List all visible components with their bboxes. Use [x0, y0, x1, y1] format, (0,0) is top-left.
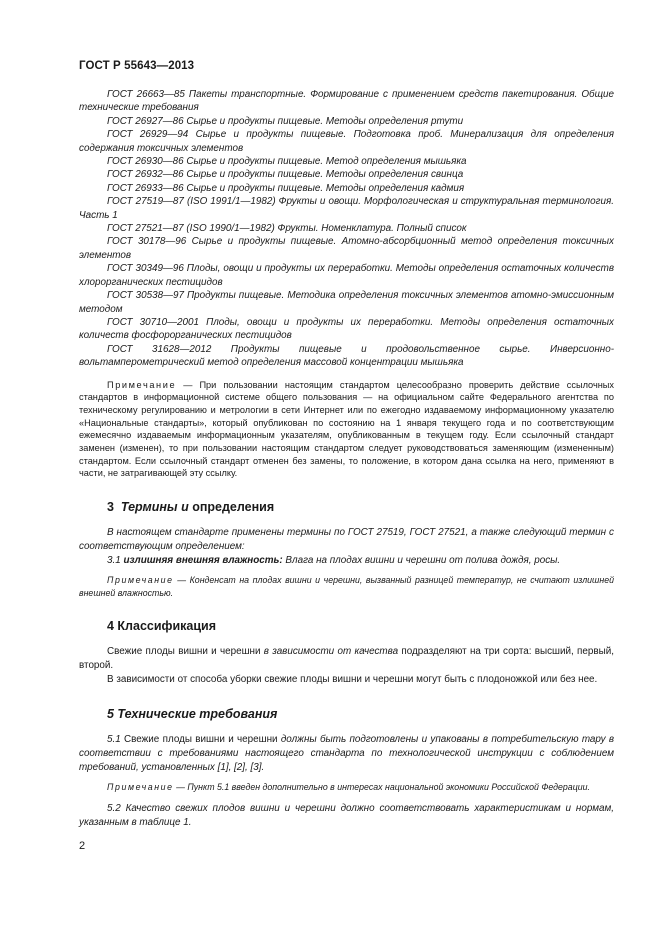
section-heading: 3 Термины и определения — [107, 500, 275, 515]
reference-item: ГОСТ 30178—96 Сырье и продукты пищевые. Атомно-абсорбционный метод определения токсичных элементов — [79, 236, 614, 261]
reference-item: ГОСТ 26927—86 Сырье и продукты пищевые. Методы определения ртути — [107, 115, 464, 127]
reference-item: ГОСТ 26930—86 Сырье и продукты пищевые. Метод определения мышьяка — [107, 156, 467, 168]
references-note — [79, 379, 614, 481]
reference-item: ГОСТ 30710—2001 Плоды, овощи и продукты их переработки. Методы определения остаточных количеств фосфорорганических пестицидов — [79, 316, 614, 342]
reference-item: ГОСТ 26932—86 Сырье и продукты пищевые. Методы определения свинца — [107, 169, 464, 181]
note-label: Примечание — [107, 379, 177, 390]
reference-item: ГОСТ 27519—87 (ISO 1991/1—1982) Фрукты и овощи. Морфологическая и структуральная терминология. Часть 1 — [79, 196, 614, 221]
paragraph-note: Примечание — Пункт 5.1 введен дополнительно в интересах национальной экономики Российской Федерации. — [107, 782, 590, 793]
reference-item: ГОСТ 26663—85 Пакеты транспортные. Формирование с применением средств пакетирования. Общие технические требования — [79, 89, 614, 114]
paragraph: 5.2 Качество свежих плодов вишни и черешни должно соответствовать характеристикам и нормам, указанным в таблице 1. — [79, 802, 614, 828]
section-heading: 5 Технические требования — [107, 707, 278, 722]
page-number: 2 — [79, 840, 86, 852]
normative-references-list — [79, 88, 614, 370]
note-text: — При пользовании настоящим стандартом целесообразно проверить действие ссылочных стандартов в информационной системе общего пользования — на официальном сайте Федерального агентства по техническому регулированию и метрологии в сети Интернет или по ежегодно издаваемому информационному указателю «Национальные стандарты», который опубликован по состоянию на 1 января текущего года и по соответствующим ежемесячно издаваемым информационным указателям, опубликованным в текущем году. Если ссылочный стандарт заменен (изменен), то при пользовании настоящим стандартом следует руководствоваться заменяющим (измененным) стандартом. Если ссылочный стандарт отменен без замены, то положение, в котором дана ссылка на него, применяют в части, не затрагивающей эту ссылку. — [79, 379, 614, 479]
term-note: Примечание — Конденсат на плодах вишни и черешни, вызванный разницей температур, не считают излишней внешней влажностью. — [79, 575, 614, 598]
document-code-header: ГОСТ Р 55643—2013 — [79, 60, 195, 72]
reference-item: ГОСТ 30538—97 Продукты пищевые. Методика определения токсичных элементов атомно-эмиссионным методом — [79, 290, 614, 315]
reference-item: ГОСТ 30349—96 Плоды, овощи и продукты их переработки. Методы определения остаточных количеств хлорорганических пестицидов — [79, 263, 614, 288]
paragraph: Свежие плоды вишни и черешни в зависимости от качества подразделяют на три сорта: высший, первый, второй. — [79, 646, 614, 672]
section-5 — [79, 707, 614, 830]
reference-item: ГОСТ 26933—86 Сырье и продукты пищевые. Методы определения кадмия — [107, 182, 465, 194]
reference-item: ГОСТ 26929—94 Сырье и продукты пищевые. Подготовка проб. Минерализация для определения содержания токсичных элементов — [79, 129, 614, 154]
reference-item: ГОСТ 27521—87 (ISO 1990/1—1982) Фрукты. Номенклатура. Полный список — [107, 223, 467, 235]
term-definition: 3.1 излишняя внешняя влажность: Влага на плодах вишни и черешни от полива дождя, росы. — [107, 555, 561, 567]
section-4 — [79, 619, 614, 687]
term: излишняя внешняя влажность: — [123, 555, 283, 567]
section-heading: 4 Классификация — [107, 619, 217, 634]
reference-item: ГОСТ 31628—2012 Продукты пищевые и продовольственное сырье. Инверсионно-вольтамперометрический метод определения массовой концентрации мышьяка — [79, 343, 614, 369]
section-3 — [79, 500, 614, 599]
paragraph: 5.1 Свежие плоды вишни и черешни должны быть подготовлены и упакованы в потребительскую тару в соответствии с требованиями настоящего стандарта по технологической инструкции с соблюдением требований, установленных [1], [2], [3]. — [79, 734, 614, 774]
page-content — [79, 88, 614, 830]
paragraph: В зависимости от способа уборки свежие плоды вишни и черешни могут быть с плодоножкой или без нее. — [107, 674, 598, 686]
section-intro: В настоящем стандарте применены термины по ГОСТ 27519, ГОСТ 27521, а также следующий термин с соответствующим определением: — [79, 527, 614, 553]
